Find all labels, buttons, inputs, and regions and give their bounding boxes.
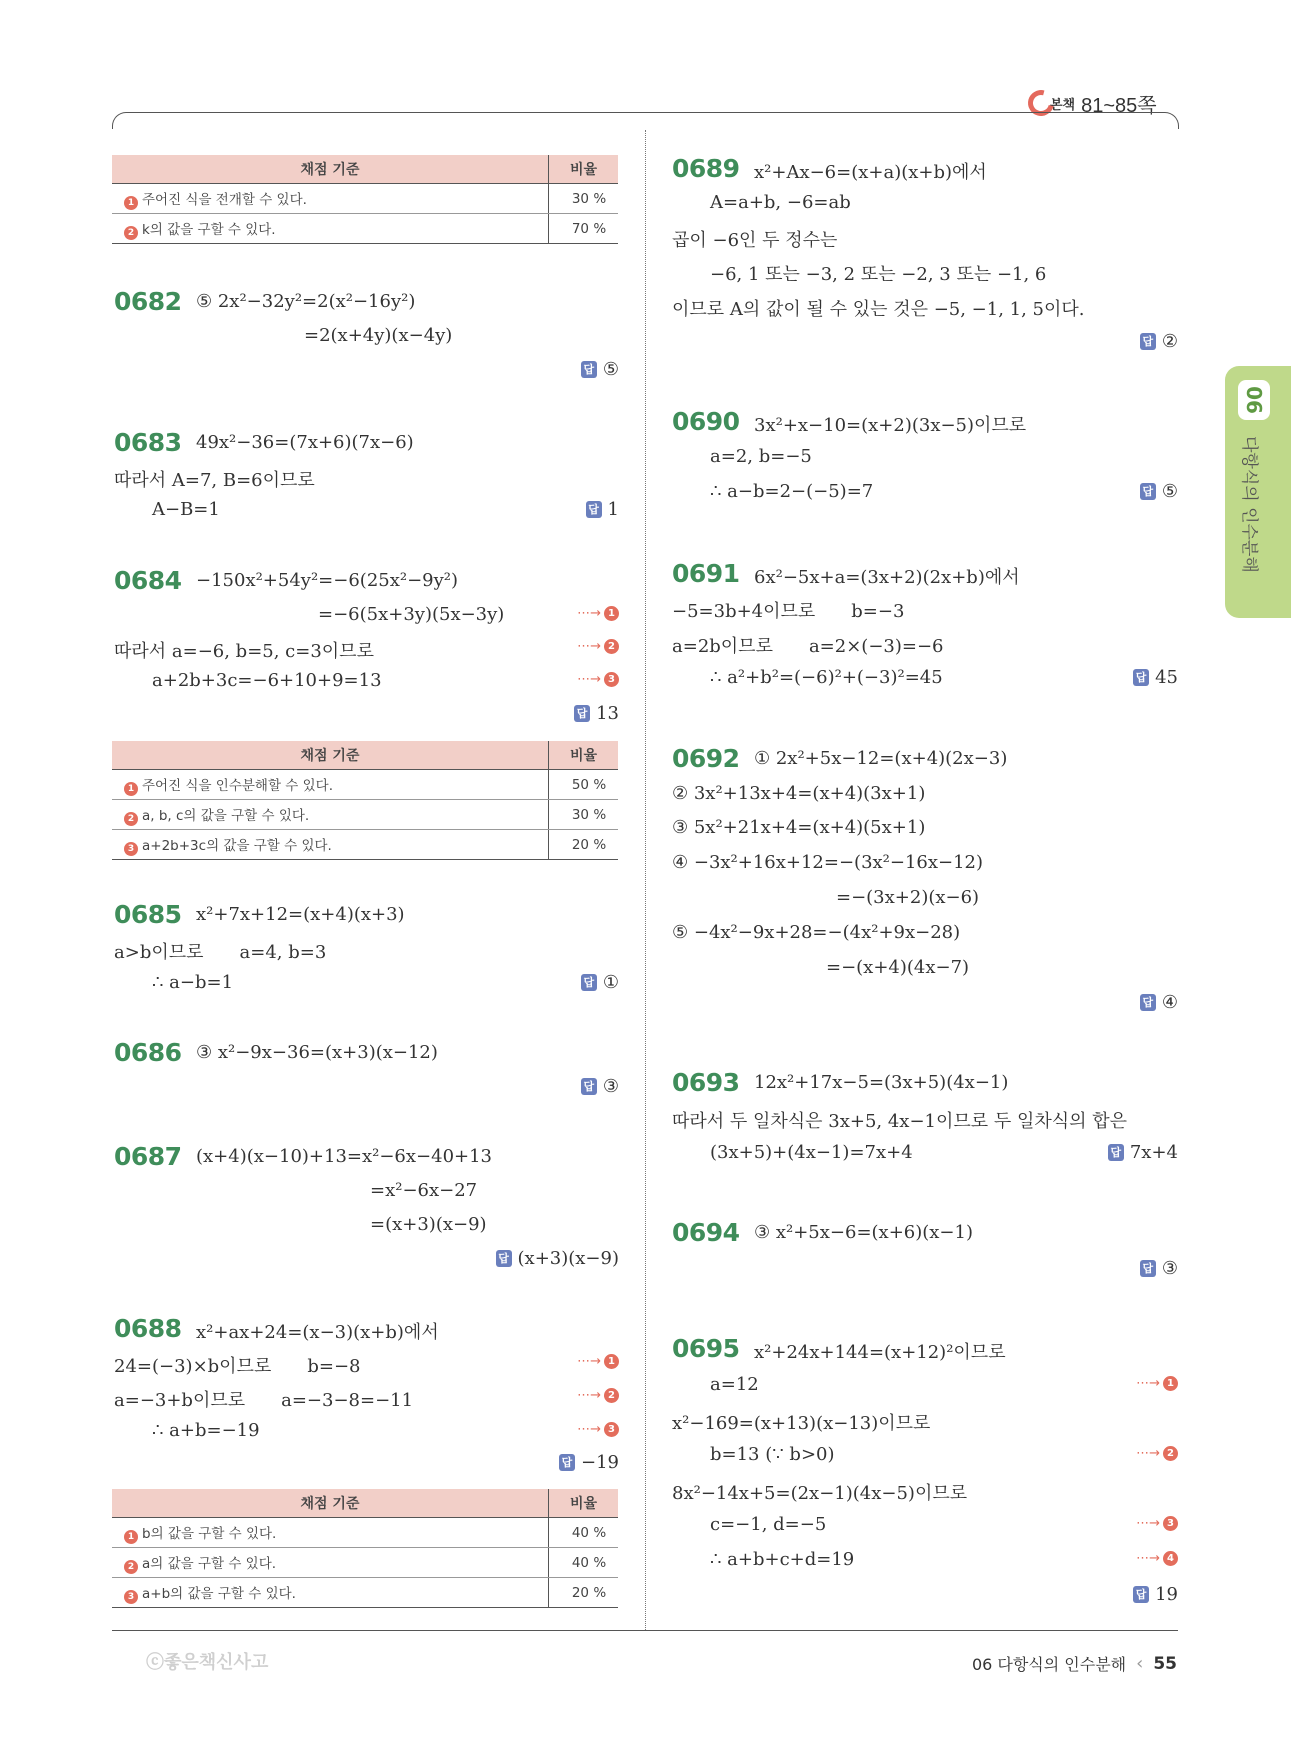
- solution-line: ③ x²+5x−6=(x+6)(x−1): [754, 1222, 973, 1243]
- table-header-criteria: 채점 기준: [112, 741, 549, 770]
- answer-icon: 답: [1133, 1586, 1149, 1603]
- solution-line: A=a+b, −6=ab: [710, 192, 851, 213]
- grading-table-1: [112, 155, 618, 244]
- solution-line: x²+24x+144=(x+12)²이므로: [754, 1342, 1006, 1363]
- problem-number: 0682: [114, 287, 182, 316]
- problem-number: 0695: [672, 1334, 740, 1363]
- solution-line: ⑤ −4x²−9x+28=−(4x²+9x−28): [672, 922, 961, 943]
- answer-icon: 답: [1133, 669, 1149, 686]
- step-marker: ⋯→ 3: [577, 672, 619, 687]
- table-row: 1 주어진 식을 전개할 수 있다. 30 %: [112, 184, 618, 214]
- table-header-criteria: 채점 기준: [112, 155, 549, 184]
- chapter-tab-title: 다항식의 인수분해: [1239, 436, 1259, 573]
- solution-line: a=2b이므로 a=2×(−3)=−6: [672, 636, 944, 657]
- solution-line: c=−1, d=−5: [710, 1514, 827, 1535]
- answer-icon: 답: [559, 1454, 575, 1471]
- answer: 답 45: [1133, 667, 1178, 688]
- answer: 답 (x+3)(x−9): [496, 1248, 619, 1269]
- footer-chapter: [972, 1652, 1177, 1675]
- solution-line: ③ x²−9x−36=(x+3)(x−12): [196, 1042, 438, 1063]
- problem-number: 0684: [114, 566, 182, 595]
- problem-number: 0693: [672, 1068, 740, 1097]
- answer: 답 ②: [1140, 331, 1178, 352]
- reference-label: 본책: [1050, 97, 1076, 113]
- answer-icon: 답: [586, 501, 602, 518]
- answer-icon: 답: [1140, 1260, 1156, 1277]
- solution-line: a+2b+3c=−6+10+9=13: [152, 670, 382, 691]
- table-header-ratio: 비율: [549, 1489, 619, 1518]
- solution-line: −150x²+54y²=−6(25x²−9y²): [196, 570, 459, 591]
- right-frame: [646, 112, 1179, 129]
- table-header-ratio: 비율: [549, 741, 619, 770]
- grading-table-2: [112, 741, 618, 860]
- problem-number: 0690: [672, 407, 740, 436]
- solution-line: 3x²+x−10=(x+2)(3x−5)이므로: [754, 415, 1027, 436]
- problem-number: 0689: [672, 154, 740, 183]
- solution-line: ⑤ 2x²−32y²=2(x²−16y²): [196, 291, 416, 312]
- grading-table-3: [112, 1489, 618, 1608]
- problem-number: 0691: [672, 559, 740, 588]
- solution-line: =−(x+4)(4x−7): [826, 957, 970, 978]
- answer: 답 1: [586, 499, 619, 520]
- footer-rule: [112, 1630, 1178, 1631]
- solution-line: 곱이 −6인 두 정수는: [672, 230, 838, 251]
- table-header-criteria: 채점 기준: [112, 1489, 549, 1518]
- step-marker: ⋯→ 4: [1136, 1551, 1178, 1566]
- answer-icon: 답: [1140, 333, 1156, 350]
- step-marker: ⋯→ 3: [1136, 1516, 1178, 1531]
- problem-number: 0692: [672, 744, 740, 773]
- solution-line: =2(x+4y)(x−4y): [304, 325, 453, 346]
- solution-line: ∴ a−b=2−(−5)=7: [710, 481, 874, 502]
- table-row: 2 a의 값을 구할 수 있다. 40 %: [112, 1548, 618, 1578]
- solution-line: (3x+5)+(4x−1)=7x+4: [710, 1142, 913, 1163]
- solution-line: 따라서 a=−6, b=5, c=3이므로: [114, 641, 374, 662]
- solution-line: 따라서 두 일차식은 3x+5, 4x−1이므로 두 일차식의 합은: [672, 1111, 1128, 1132]
- step-marker: ⋯→ 1: [577, 606, 619, 621]
- answer-icon: 답: [496, 1250, 512, 1267]
- solution-line: ∴ a²+b²=(−6)²+(−3)²=45: [710, 667, 943, 688]
- problem-number: 0686: [114, 1038, 182, 1067]
- solution-line: ④ −3x²+16x+12=−(3x²−16x−12): [672, 852, 984, 873]
- page-number: 55: [1153, 1653, 1177, 1674]
- solution-line: ∴ a+b+c+d=19: [710, 1549, 855, 1570]
- answer: 답 13: [574, 703, 619, 724]
- solution-line: 49x²−36=(7x+6)(7x−6): [196, 432, 414, 453]
- solution-line: ∴ a−b=1: [152, 972, 234, 993]
- table-row: 1 b의 값을 구할 수 있다. 40 %: [112, 1518, 618, 1548]
- problem-number: 0688: [114, 1314, 182, 1343]
- footer-chapter-title: 06 다항식의 인수분해: [971, 1655, 1127, 1674]
- problem-number: 0687: [114, 1142, 182, 1171]
- step-marker: ⋯→ 2: [577, 1388, 619, 1403]
- answer-icon: 답: [1140, 994, 1156, 1011]
- solution-line: =(x+3)(x−9): [370, 1214, 487, 1235]
- solution-line: =−(3x+2)(x−6): [836, 887, 980, 908]
- solution-line: ③ 5x²+21x+4=(x+4)(5x+1): [672, 817, 926, 838]
- step-marker: ⋯→ 2: [1136, 1446, 1178, 1461]
- table-row: 2 a, b, c의 값을 구할 수 있다. 30 %: [112, 800, 618, 830]
- solution-line: ∴ a+b=−19: [152, 1420, 260, 1441]
- solution-line: 따라서 A=7, B=6이므로: [114, 470, 315, 491]
- solution-line: (x+4)(x−10)+13=x²−6x−40+13: [196, 1146, 493, 1167]
- solution-line: A−B=1: [152, 499, 220, 520]
- solution-line: =−6(5x+3y)(5x−3y): [318, 604, 505, 625]
- answer: 답 ④: [1140, 992, 1178, 1013]
- answer: 답 ①: [581, 972, 619, 993]
- copyright: ⓒ좋은책신사고: [146, 1652, 269, 1673]
- answer: 답 −19: [559, 1452, 619, 1473]
- answer: 답 ③: [1140, 1258, 1178, 1279]
- solution-line: 이므로 A의 값이 될 수 있는 것은 −5, −1, 1, 5이다.: [672, 299, 1085, 320]
- answer-icon: 답: [581, 1078, 597, 1095]
- problem-number: 0683: [114, 428, 182, 457]
- reference-pages: 81~85쪽: [1081, 94, 1157, 117]
- solution-line: ① 2x²+5x−12=(x+4)(2x−3): [754, 748, 1008, 769]
- table-row: 1 주어진 식을 인수분해할 수 있다. 50 %: [112, 770, 618, 800]
- step-marker: ⋯→ 3: [577, 1422, 619, 1437]
- step-marker: ⋯→ 1: [577, 1354, 619, 1369]
- problem-number: 0685: [114, 900, 182, 929]
- left-frame: [112, 112, 647, 129]
- chapter-tab-number: 06: [1238, 380, 1270, 420]
- solution-line: −6, 1 또는 −3, 2 또는 −2, 3 또는 −1, 6: [710, 264, 1047, 285]
- table-row: 2 k의 값을 구할 수 있다. 70 %: [112, 214, 618, 244]
- solution-line: ② 3x²+13x+4=(x+4)(3x+1): [672, 783, 926, 804]
- solution-line: x²+7x+12=(x+4)(x+3): [196, 904, 405, 925]
- table-row: 3 a+2b+3c의 값을 구할 수 있다. 20 %: [112, 830, 618, 860]
- chapter-tab[interactable]: [1225, 366, 1291, 618]
- step-marker: ⋯→ 2: [577, 639, 619, 654]
- solution-line: =x²−6x−27: [370, 1180, 478, 1201]
- answer-icon: 답: [574, 705, 590, 722]
- answer: 답 ⑤: [581, 359, 619, 380]
- answer: 답 19: [1133, 1584, 1178, 1605]
- solution-line: x²+Ax−6=(x+a)(x+b)에서: [754, 162, 987, 183]
- answer: 답 7x+4: [1108, 1142, 1178, 1163]
- solution-line: b=13 (∵ b>0): [710, 1444, 835, 1465]
- answer-icon: 답: [581, 974, 597, 991]
- answer: 답 ⑤: [1140, 481, 1178, 502]
- solution-line: 24=(−3)×b이므로 b=−8: [114, 1356, 361, 1377]
- column-divider: [645, 130, 646, 1630]
- solution-line: −5=3b+4이므로 b=−3: [672, 601, 905, 622]
- solution-line: a>b이므로 a=4, b=3: [114, 942, 327, 963]
- answer-icon: 답: [1140, 483, 1156, 500]
- solution-line: a=12: [710, 1374, 759, 1395]
- solution-line: 8x²−14x+5=(2x−1)(4x−5)이므로: [672, 1483, 968, 1504]
- answer-icon: 답: [1108, 1144, 1124, 1161]
- solution-line: a=−3+b이므로 a=−3−8=−11: [114, 1390, 414, 1411]
- solution-line: 12x²+17x−5=(3x+5)(4x−1): [754, 1072, 1009, 1093]
- table-row: 3 a+b의 값을 구할 수 있다. 20 %: [112, 1578, 618, 1608]
- step-marker: ⋯→ 1: [1136, 1376, 1178, 1391]
- answer: 답 ③: [581, 1076, 619, 1097]
- solution-line: 6x²−5x+a=(3x+2)(2x+b)에서: [754, 567, 1020, 588]
- solution-line: x²+ax+24=(x−3)(x+b)에서: [196, 1322, 439, 1343]
- table-header-ratio: 비율: [549, 155, 619, 184]
- chevron-left-icon: ‹: [1136, 1653, 1144, 1674]
- solution-line: x²−169=(x+13)(x−13)이므로: [672, 1413, 931, 1434]
- problem-number: 0694: [672, 1218, 740, 1247]
- answer-icon: 답: [581, 361, 597, 378]
- solution-line: a=2, b=−5: [710, 446, 812, 467]
